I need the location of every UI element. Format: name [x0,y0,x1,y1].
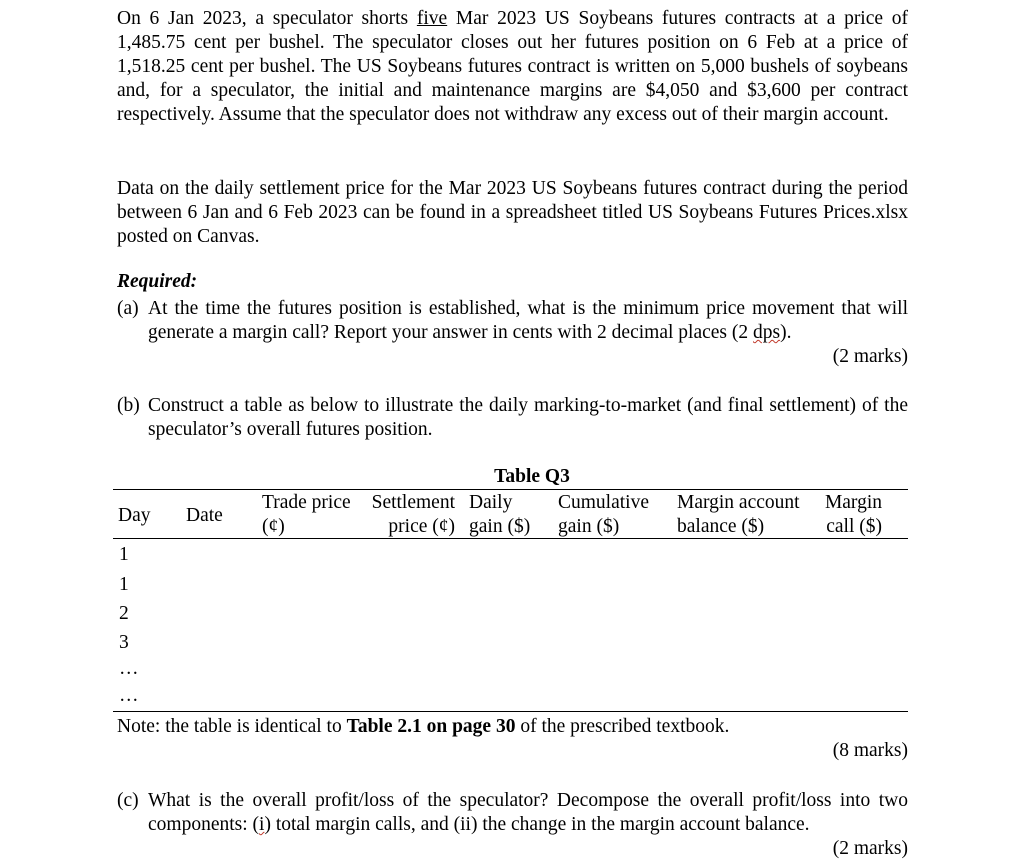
header-settle-line2: price (¢) [388,516,455,537]
table-top-rule [113,489,908,490]
header-margin-line1: Margin account [677,492,800,513]
header-margin-balance [677,491,800,539]
header-call-line2: call ($) [826,516,882,537]
required-heading: Required: [117,271,198,292]
header-call-line1: Margin [824,492,882,513]
table-row-day: … [119,685,139,706]
intro-text-start: On 6 Jan 2023, a speculator shorts [117,8,417,29]
header-daily-gain [469,491,530,539]
header-daily-line1: Daily [469,492,513,513]
part-b [117,394,908,442]
part-a-text-end: ). [780,322,792,343]
table-row-day: 3 [119,632,129,653]
part-c-label: (c) [117,790,139,811]
note-reference: Table 2.1 on page 30 [346,716,516,737]
intro-paragraph-1 [117,7,908,127]
header-trade-price [262,491,351,539]
part-a-label: (a) [117,298,139,319]
part-a [117,297,908,345]
header-cum-line2: gain ($) [558,516,620,537]
header-cumulative-gain [558,491,649,539]
table-note [117,715,729,739]
table-row-day: 1 [119,544,129,565]
table-row-day: 2 [119,603,129,624]
part-a-text-main: At the time the futures position is established, what is the minimum price movement that will generate a margin call? Report your answer in cents with 2 decimal places (2 [148,298,908,343]
table-bottom-rule [113,711,908,712]
intro-text-rest: Mar 2023 US Soybeans futures contracts at a price of 1,485.75 cent per bushel. The speculator closes out her futures position on 6 Feb at a price of 1,518.25 cent per bushel. The US Soybeans futures contract is written on 5,000 bushels of soybeans and, for a speculator, the initial and maintenance margins are $4,050 and $3,600 per contract respectively. Assume that the speculator does not withdraw any excess out of their margin account. [117,8,908,125]
intro-paragraph-2: Data on the daily settlement price for the Mar 2023 US Soybeans futures contract during the period between 6 Jan and 6 Feb 2023 can be found in a spreadsheet titled US Soybeans Futures Prices.xlsx posted on Canvas. [117,178,908,247]
spellcheck-i: i [259,814,265,835]
header-margin-call [818,491,882,539]
part-c-marks: (2 marks) [832,838,908,859]
part-b-marks: (8 marks) [832,740,908,761]
part-b-label: (b) [117,395,140,416]
header-day: Day [118,505,151,526]
header-trade-line2: (¢) [262,516,285,537]
header-trade-line1: Trade price [262,492,351,513]
note-text-start: Note: the table is identical to [117,716,347,737]
header-margin-line2: balance ($) [677,516,765,537]
table-row-day: … [119,658,139,679]
table-title: Table Q3 [494,466,570,487]
part-c-text-main: What is the overall profit/loss of the speculator? Decompose the overall profit/loss into two components: ( [148,790,908,835]
header-settle-line1: Settlement [371,492,455,513]
header-settlement-price [367,491,455,539]
note-text-end: of the prescribed textbook. [515,716,730,737]
table-row-day: 1 [119,574,129,595]
header-cum-line1: Cumulative [558,492,649,513]
spellcheck-dps: dps [753,322,781,343]
table-header-rule [113,538,908,539]
part-a-text [148,297,908,345]
part-c-text [148,789,908,837]
header-date: Date [186,505,223,526]
part-c-text-end: ) total margin calls, and (ii) the change in the margin account balance. [264,814,810,835]
part-b-text: Construct a table as below to illustrate the daily marking-to-market (and final settlement) of the speculator’s overall futures position. [148,395,908,440]
part-a-marks: (2 marks) [832,346,908,367]
part-c [117,789,908,837]
header-daily-line2: gain ($) [469,516,531,537]
underlined-five: five [416,8,448,29]
